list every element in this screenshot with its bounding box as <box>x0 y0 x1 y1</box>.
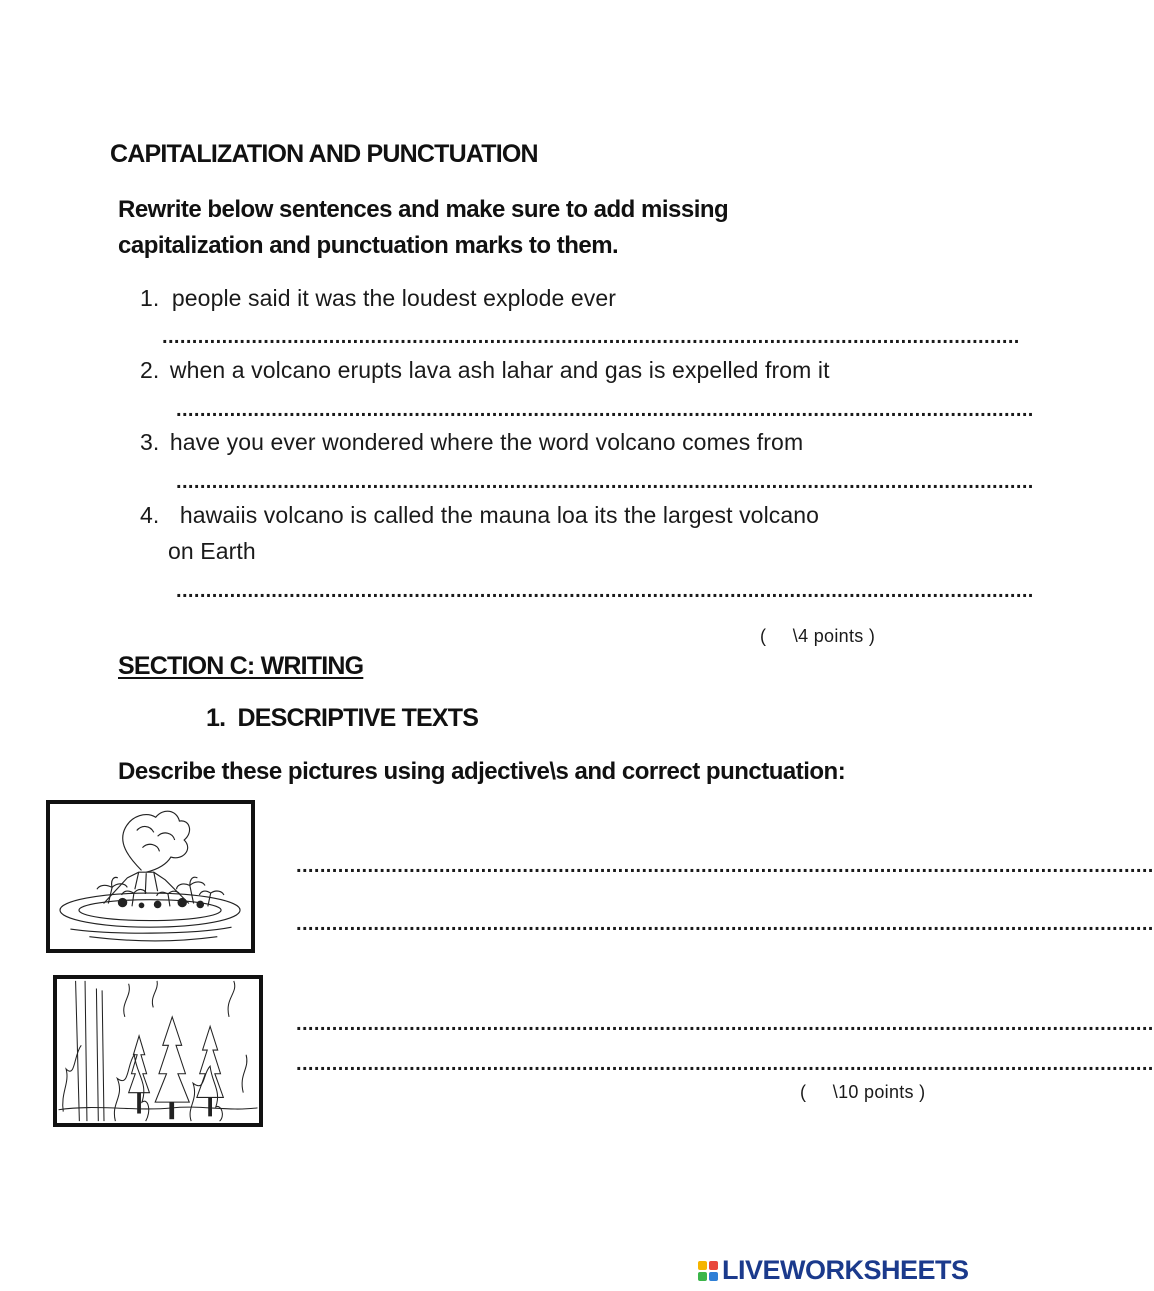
points-label-section-b: ( \4 points ) <box>760 626 876 646</box>
logo-blocks-icon <box>698 1261 718 1281</box>
volcano-island-drawing <box>50 804 251 949</box>
picture-1-answer-line-1[interactable]: ................................................................................................................................................ <box>296 855 1154 877</box>
forest-fire-picture <box>53 975 263 1127</box>
liveworksheets-logo[interactable] <box>698 1255 969 1286</box>
section-c-title: SECTION C: WRITING <box>118 652 364 680</box>
forest-fire-drawing <box>57 979 259 1123</box>
sentence-item-4-continued: on Earth <box>168 538 256 564</box>
item-text: hawaiis volcano is called the mauna loa its the largest volcano <box>179 502 820 528</box>
answer-line-2[interactable]: ................................................................................................................................................ <box>176 399 1034 421</box>
item-number: 2. <box>140 357 160 383</box>
picture-2-answer-line-1[interactable]: ................................................................................................................................................ <box>296 1013 1154 1035</box>
item-number: 1. <box>140 285 160 311</box>
instruction-line-1: Rewrite below sentences and make sure to add missing <box>118 196 729 223</box>
sentence-item-1 <box>140 285 616 312</box>
instruction-line-2: capitalization and punctuation marks to them. <box>118 232 619 259</box>
section-c-subtitle: 1. DESCRIPTIVE TEXTS <box>206 704 479 732</box>
sentence-item-4 <box>140 502 819 529</box>
item-text: when a volcano erupts lava ash lahar and gas is expelled from it <box>169 357 830 383</box>
item-number: 4. <box>140 502 160 528</box>
answer-line-4[interactable]: ................................................................................................................................................ <box>176 580 1034 602</box>
sentence-item-3 <box>140 429 803 456</box>
answer-line-1[interactable]: ................................................................................................................................................ <box>162 326 1020 348</box>
section-c-instruction: Describe these pictures using adjective\s and correct punctuation: <box>118 758 846 785</box>
points-label-section-c: ( \10 points ) <box>800 1082 926 1102</box>
answer-line-3[interactable]: ................................................................................................................................................ <box>176 471 1034 493</box>
picture-2-answer-line-2[interactable]: ................................................................................................................................................ <box>296 1053 1154 1075</box>
item-text: people said it was the loudest explode ever <box>171 285 617 311</box>
item-number: 3. <box>140 429 160 455</box>
logo-text: LIVEWORKSHEETS <box>722 1255 969 1285</box>
section-title: CAPITALIZATION AND PUNCTUATION <box>110 140 538 168</box>
sentence-item-2 <box>140 357 830 384</box>
picture-1-answer-line-2[interactable]: ................................................................................................................................................ <box>296 913 1154 935</box>
volcano-island-picture <box>46 800 255 953</box>
item-text: have you ever wondered where the word volcano comes from <box>169 429 804 455</box>
